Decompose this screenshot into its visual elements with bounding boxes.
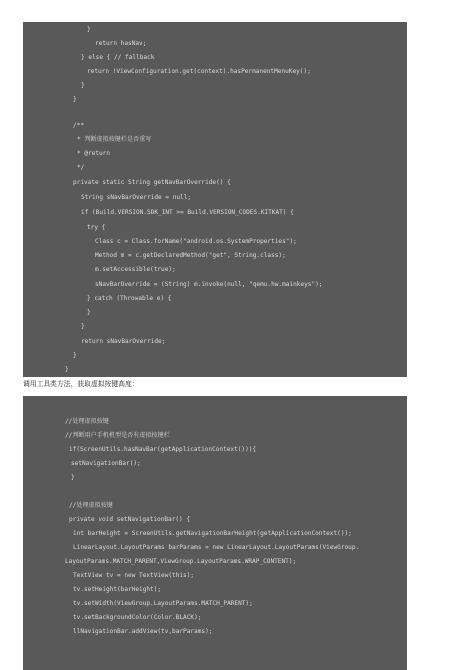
- code-line: } catch (Throwable e) {: [87, 295, 172, 302]
- code-line: private static String getNavBarOverride() {: [73, 179, 231, 186]
- body-text: 调用工具类方法，获取虚拟按键高度：: [23, 380, 139, 388]
- code-line: }: [73, 352, 77, 359]
- code-line: tv.setHeight(barHeight);: [73, 586, 162, 593]
- code-line: }: [65, 366, 69, 373]
- code-line: //处理虚拟按键: [69, 502, 113, 509]
- code-line: m.setAccessible(true);: [95, 266, 176, 273]
- code-line: tv.setBackgroundColor(Color.BLACK);: [73, 614, 202, 621]
- code-line: if(ScreenUtils.hasNavBar(getApplicationContext())){: [69, 446, 257, 453]
- code-line: }: [81, 323, 85, 330]
- code-line: LinearLayout.LayoutParams barParams = new LinearLayout.LayoutParams(ViewGroup.: [73, 544, 360, 551]
- code-line: sNavBarOverride = (String) m.invoke(null, "qemu.hw.mainkeys");: [95, 281, 323, 288]
- code-line: }: [87, 309, 91, 316]
- code-block-set-navigation-bar: [23, 396, 407, 670]
- code-line: }: [73, 96, 77, 103]
- code-line: }: [81, 82, 85, 89]
- code-line: return sNavBarOverride;: [81, 338, 166, 345]
- code-line: llNavigationBar.addView(tv,barParams);: [73, 628, 213, 635]
- code-block-nav-override: [23, 22, 407, 377]
- code-line: * 判断虚拟按键栏是否重写: [77, 136, 152, 143]
- code-line: Method m = c.getDeclaredMethod("get", String.class);: [95, 252, 286, 259]
- code-line: /**: [73, 122, 85, 129]
- code-line: private void setNavigationBar() {: [69, 516, 191, 523]
- code-line: tv.setWidth(ViewGroup.LayoutParams.MATCH_PARENT);: [73, 600, 253, 607]
- code-line: LayoutParams.MATCH_PARENT,ViewGroup.LayoutParams.WRAP_CONTENT);: [65, 558, 297, 565]
- code-line: String sNavBarOverride = null;: [81, 194, 192, 201]
- code-line: //判断用户手机机型是否有虚拟按键栏: [65, 432, 170, 439]
- code-line: //处理虚拟按键: [65, 418, 109, 425]
- code-line: }: [87, 26, 91, 33]
- code-line: return !ViewConfiguration.get(context).hasPermanentMenuKey();: [87, 68, 311, 75]
- code-line: try {: [87, 224, 106, 231]
- code-line: return hasNav;: [95, 40, 147, 47]
- code-line: TextView tv = new TextView(this);: [73, 572, 195, 579]
- code-line: } else { // fallback: [81, 54, 155, 61]
- code-line: int barHeight = ScreenUtils.getNavigationBarHeight(getApplicationContext());: [73, 530, 352, 537]
- code-line: */: [77, 164, 85, 171]
- code-line: setNavigationBar();: [71, 460, 141, 467]
- code-line: }: [71, 474, 75, 481]
- code-line: if (Build.VERSION.SDK_INT >= Build.VERSION_CODES.KITKAT) {: [81, 209, 294, 216]
- code-line: * @return: [77, 150, 111, 157]
- code-line: Class c = Class.forName("android.os.SystemProperties");: [95, 238, 297, 245]
